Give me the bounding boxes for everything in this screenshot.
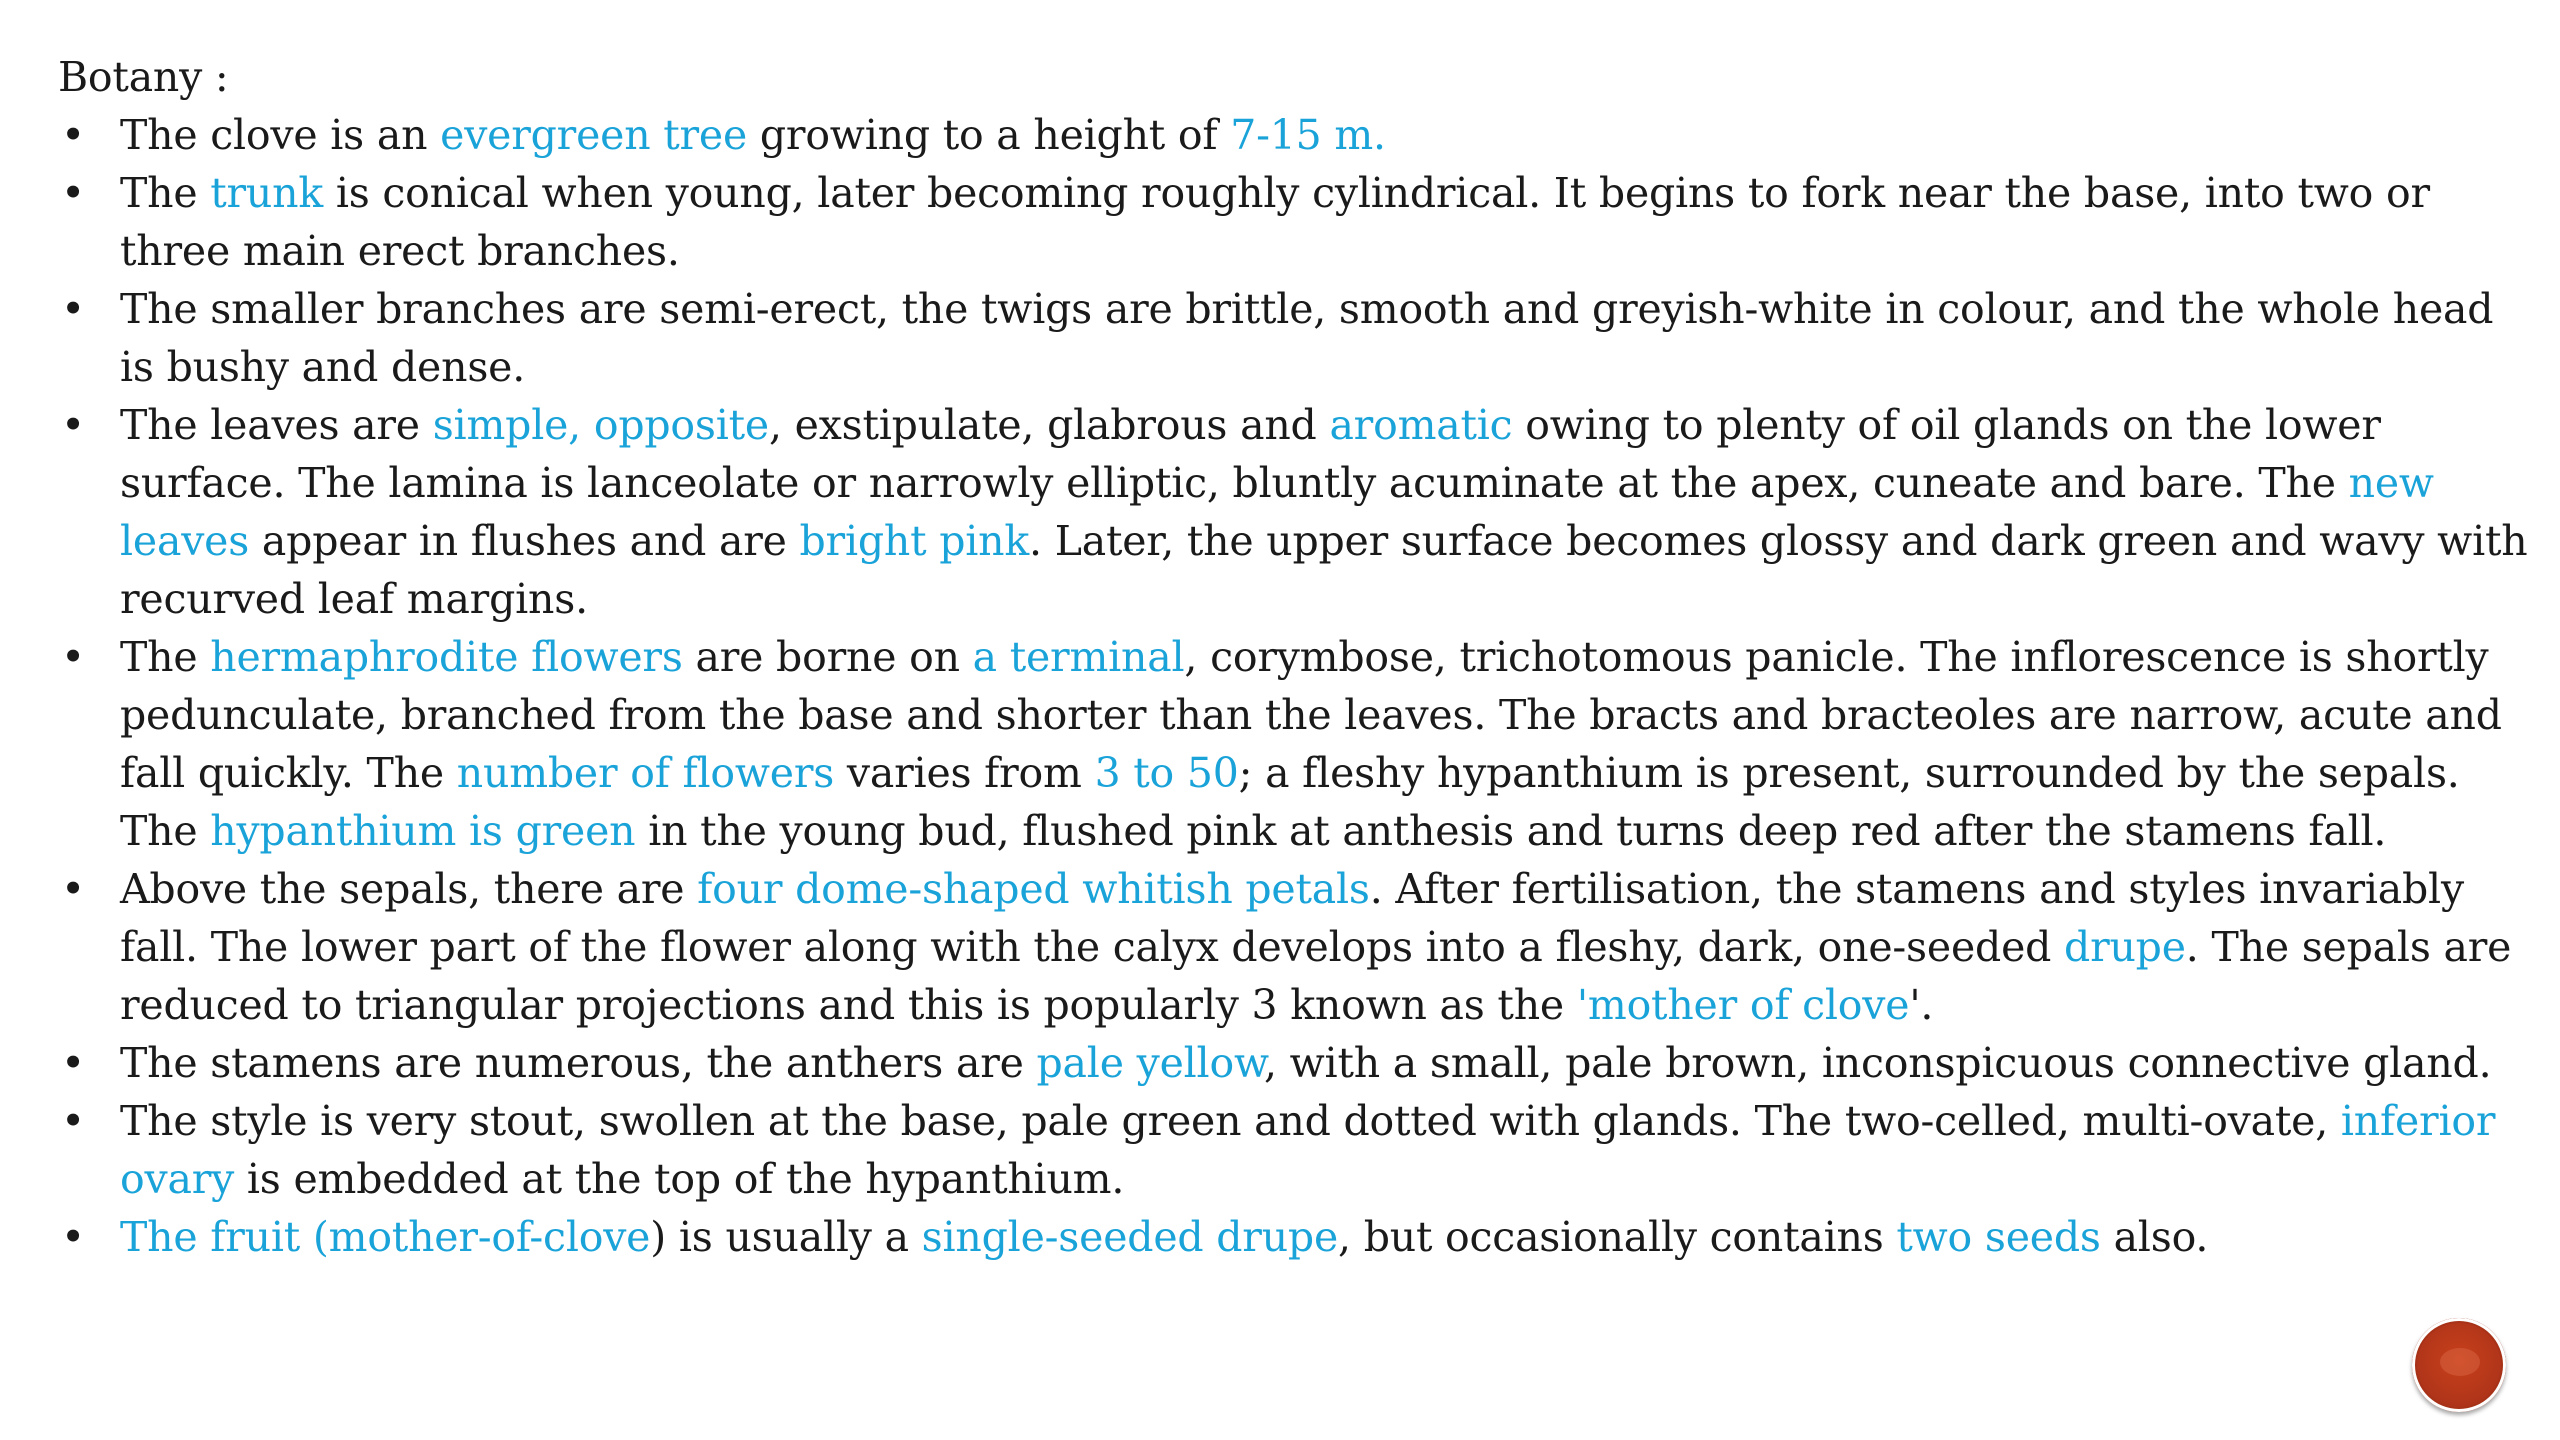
highlighted-term: pale yellow [1036, 1039, 1264, 1087]
bullet-dot-icon: • [61, 169, 85, 217]
bullet-dot-icon: • [61, 285, 85, 333]
text-segment: The smaller branches are semi-erect, the twigs are brittle, smooth and greyish-white in colour, and the whole head is bushy and dense. [120, 285, 2494, 391]
text-segment: The [120, 169, 211, 217]
highlighted-term: four dome-shaped whitish petals [697, 865, 1370, 913]
bullet-text [120, 401, 2527, 623]
text-segment: The style is very stout, swollen at the base, pale green and dotted with glands. The two-celled, multi-ovate, [120, 1097, 2341, 1145]
text-segment: is conical when young, later becoming roughly cylindrical. It begins to fork near the base, into two or three main erect branches. [120, 169, 2430, 275]
text-segment: varies from [834, 749, 1095, 797]
slide-content [58, 48, 2538, 1266]
highlighted-term: 'mother of clove [1576, 981, 1910, 1029]
slide-heading: Botany : [58, 53, 229, 101]
text-segment: in the young bud, flushed pink at anthesis and turns deep red after the stamens fall. [635, 807, 2387, 855]
highlighted-term: new leaves [120, 459, 2434, 565]
bullet-item [58, 628, 2538, 860]
highlighted-term: drupe [2064, 923, 2186, 971]
bullet-dot-icon: • [61, 1213, 85, 1261]
text-segment: , exstipulate, glabrous and [769, 401, 1330, 449]
highlighted-term: The fruit (mother-of-clove [120, 1213, 651, 1261]
text-segment: , with a small, pale brown, inconspicuous connective gland. [1263, 1039, 2492, 1087]
text-segment: growing to a height of [747, 111, 1231, 159]
bullet-item [58, 106, 2538, 164]
bullet-item [58, 1208, 2538, 1266]
bullet-item [58, 1092, 2538, 1208]
highlighted-term: bright pink [799, 517, 1030, 565]
text-segment: are borne on [682, 633, 973, 681]
text-segment: owing to plenty of oil glands on the lower surface. The lamina is lanceolate or narrowly elliptic, bluntly acuminate at the apex, cuneate and bare. The [120, 401, 2381, 507]
text-segment: . Later, the upper surface becomes glossy and dark green and wavy with recurved leaf margins. [120, 517, 2528, 623]
bullet-text [120, 285, 2493, 391]
text-segment: The stamens are numerous, the anthers are [120, 1039, 1037, 1087]
highlighted-term: inferior ovary [120, 1097, 2496, 1203]
bullet-dot-icon: • [61, 865, 85, 913]
text-segment: The [120, 633, 211, 681]
text-segment: ) is usually a [650, 1213, 922, 1261]
highlighted-term: hypanthium is green [210, 807, 636, 855]
bullet-list [58, 106, 2538, 1266]
highlighted-term: hermaphrodite flowers [210, 633, 683, 681]
bullet-dot-icon: • [61, 633, 85, 681]
bullet-item [58, 280, 2538, 396]
bullet-dot-icon: • [61, 401, 85, 449]
text-segment: , corymbose, trichotomous panicle. The inflorescence is shortly pedunculate, branched from the base and shorter than the leaves. The bracts and bracteoles are narrow, acute and fall quickly. The [120, 633, 2502, 797]
highlighted-term: simple, opposite [432, 401, 769, 449]
bullet-text [120, 169, 2430, 275]
bullet-item [58, 164, 2538, 280]
bullet-text [120, 633, 2502, 855]
highlighted-term: trunk [210, 169, 323, 217]
bullet-text [120, 111, 1386, 159]
text-segment: ; a fleshy hypanthium is present, surrounded by the sepals. The [120, 749, 2460, 855]
bullet-text [120, 1039, 2491, 1087]
text-segment: also. [2100, 1213, 2209, 1261]
bullet-text [120, 1213, 2208, 1261]
text-segment: The clove is an [120, 111, 441, 159]
bullet-item [58, 1034, 2538, 1092]
text-segment: . The sepals are reduced to triangular projections and this is popularly 3 known as the [120, 923, 2512, 1029]
bullet-text [120, 1097, 2495, 1203]
highlighted-term: 3 to 50 [1094, 749, 1239, 797]
slide-seal-icon [2412, 1318, 2506, 1412]
highlighted-term: single-seeded drupe [921, 1213, 1339, 1261]
highlighted-term: evergreen tree [440, 111, 748, 159]
highlighted-term: two seeds [1896, 1213, 2101, 1261]
bullet-dot-icon: • [61, 111, 85, 159]
text-segment: appear in flushes and are [249, 517, 800, 565]
highlighted-term: aromatic [1329, 401, 1513, 449]
text-segment: . After fertilisation, the stamens and styles invariably fall. The lower part of the flower along with the calyx develops into a fleshy, dark, one-seeded [120, 865, 2464, 971]
bullet-dot-icon: • [61, 1097, 85, 1145]
bullet-item [58, 396, 2538, 628]
text-segment: Above the sepals, there are [120, 865, 698, 913]
highlighted-term: number of flowers [456, 749, 835, 797]
text-segment: , but occasionally contains [1338, 1213, 1897, 1261]
bullet-item [58, 860, 2538, 1034]
highlighted-term: 7-15 m. [1230, 111, 1386, 159]
text-segment: '. [1909, 981, 1934, 1029]
bullet-text [120, 865, 2511, 1029]
highlighted-term: a terminal [972, 633, 1185, 681]
text-segment: The leaves are [120, 401, 433, 449]
bullet-dot-icon: • [61, 1039, 85, 1087]
text-segment: is embedded at the top of the hypanthium. [234, 1155, 1125, 1203]
